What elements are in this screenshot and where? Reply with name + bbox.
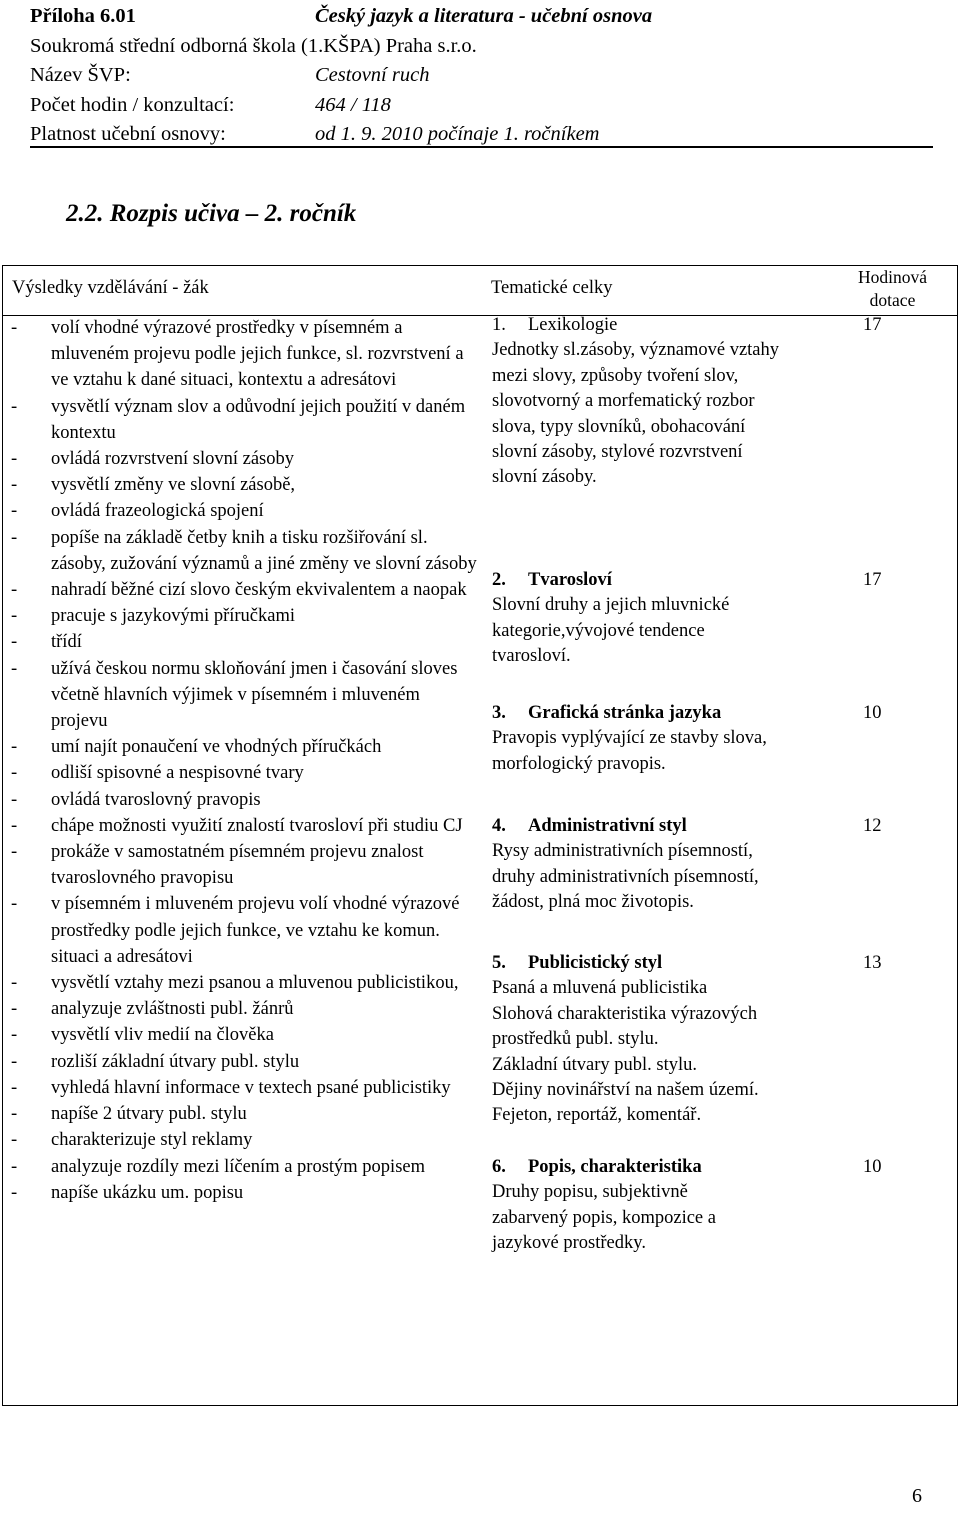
bullet-dash: - xyxy=(11,973,18,994)
topic-name: Lexikologie xyxy=(528,315,618,335)
outcome-text: ovládá frazeologická spojení xyxy=(51,501,264,522)
bullet-dash: - xyxy=(11,737,18,758)
outcome-item xyxy=(11,1154,481,1180)
topic-description: Rysy administrativních písemností, druhy administrativních písemností, žádost, plná moc životopis. xyxy=(492,841,759,913)
outcome-text: užívá českou normu skloňování jmen i časování sloves včetně hlavních výjimek v písemném i mluveném projevu xyxy=(51,658,458,732)
outcome-text: vysvětlí změny ve slovní zásobě, xyxy=(51,475,296,496)
bullet-dash: - xyxy=(11,527,18,548)
topic-description: Druhy popisu, subjektivně zabarvený popis, kompozice a jazykové prostředky. xyxy=(492,1182,716,1254)
header-divider xyxy=(30,146,933,148)
curriculum-table xyxy=(2,265,958,1406)
outcome-item xyxy=(11,1101,481,1127)
topic-block xyxy=(492,701,892,777)
outcome-item xyxy=(11,1180,481,1206)
outcome-text: chápe možnosti využití znalostí tvarosloví při studiu CJ xyxy=(51,815,463,836)
outcome-text: v písemném i mluveném projevu volí vhodné výrazové prostředky podle jejich funkce, ve vztahu ke komun. situaci a adresátovi xyxy=(51,894,460,967)
topic-name: Popis, charakteristika xyxy=(528,1157,702,1177)
topic-block xyxy=(492,951,892,1129)
bullet-dash: - xyxy=(11,815,18,836)
outcome-item xyxy=(11,1049,481,1075)
bullet-dash: - xyxy=(11,1182,18,1203)
bullet-dash: - xyxy=(11,1025,18,1046)
bullet-dash: - xyxy=(11,396,18,417)
topic-heading xyxy=(492,951,892,976)
page-number: 6 xyxy=(912,1485,922,1507)
topic-description: Jednotky sl.zásoby, významové vztahy mezi slovy, způsoby tvoření slov, slovotvorný a morfematický rozbor slova, typy slovníků, obohacování slovní zásoby, stylové rozvrstvení slovní zásoby. xyxy=(492,340,780,488)
outcome-text: analyzuje rozdíly mezi líčením a prostým popisem xyxy=(51,1156,426,1177)
bullet-dash: - xyxy=(11,1104,18,1125)
outcome-item xyxy=(11,498,481,524)
outcome-item xyxy=(11,446,481,472)
subject-title: Český jazyk a literatura - učební osnova xyxy=(315,5,653,27)
topic-name: Tvarosloví xyxy=(528,570,612,590)
topic-description: Slovní druhy a jejich mluvnické kategorie,vývojové tendence tvarosloví. xyxy=(492,595,730,667)
outcome-text: volí vhodné výrazové prostředky v písemném a mluveném projevu podle jejich funkce, sl. rozvrstvení a ve vztahu k dané situaci, kontextu a adresátovi xyxy=(51,318,464,391)
bullet-dash: - xyxy=(11,475,18,496)
section-subtitle: 2.2. Rozpis učiva – 2. ročník xyxy=(66,200,357,227)
topic-number: 6. xyxy=(492,1157,506,1177)
bullet-dash: - xyxy=(11,632,18,653)
topic-block xyxy=(492,1155,892,1257)
outcome-item xyxy=(11,970,481,996)
topic-hours: 17 xyxy=(863,315,882,335)
column-header-hours-line2: dotace xyxy=(869,290,916,310)
bullet-dash: - xyxy=(11,763,18,784)
topic-number: 1. xyxy=(492,315,506,335)
topic-description: Pravopis vyplývající ze stavby slova, morfologický pravopis. xyxy=(492,728,767,774)
outcome-item xyxy=(11,1127,481,1153)
bullet-dash: - xyxy=(11,658,18,679)
column-header-outcomes: Výsledky vzdělávání - žák xyxy=(12,278,209,298)
bullet-dash: - xyxy=(11,1156,18,1177)
topic-hours: 13 xyxy=(863,953,882,973)
outcome-text: prokáže v samostatném písemném projevu znalost tvaroslovného pravopisu xyxy=(51,842,424,889)
bullet-dash: - xyxy=(11,580,18,601)
topic-block xyxy=(492,313,892,491)
topic-number: 3. xyxy=(492,703,506,723)
bullet-dash: - xyxy=(11,1051,18,1072)
outcome-item xyxy=(11,656,481,735)
outcome-item xyxy=(11,394,481,446)
outcome-text: třídí xyxy=(51,632,82,653)
outcome-item xyxy=(11,629,481,655)
outcome-text: ovládá rozvrstvení slovní zásoby xyxy=(51,449,295,470)
outcomes-list xyxy=(11,315,481,1206)
outcome-item xyxy=(11,760,481,786)
bullet-dash: - xyxy=(11,789,18,810)
svp-value: Cestovní ruch xyxy=(315,64,430,86)
header-row-hours xyxy=(30,91,652,121)
outcome-text: popíše na základě četby knih a tisku rozšiřování sl. zásoby, zužování významů a jiné změny ve slovní zásoby xyxy=(51,527,477,574)
topic-hours: 10 xyxy=(863,703,882,723)
hours-label: Počet hodin / konzultací: xyxy=(30,93,235,116)
outcome-text: napíše 2 útvary publ. stylu xyxy=(51,1104,247,1125)
topic-name: Publicistický styl xyxy=(528,953,663,973)
topic-hours: 10 xyxy=(863,1157,882,1177)
bullet-dash: - xyxy=(11,318,18,338)
header-row-annex xyxy=(30,2,652,32)
bullet-dash: - xyxy=(11,894,18,915)
column-header-topics: Tematické celky xyxy=(491,278,613,298)
document-header xyxy=(30,2,652,150)
outcome-text: analyzuje zvláštnosti publ. žánrů xyxy=(51,999,294,1020)
header-row-svp xyxy=(30,61,652,91)
outcome-item xyxy=(11,839,481,891)
outcome-text: vyhledá hlavní informace v textech psané publicistiky xyxy=(51,1077,451,1098)
bullet-dash: - xyxy=(11,842,18,863)
header-row-school xyxy=(30,32,652,62)
svp-label: Název ŠVP: xyxy=(30,64,131,86)
topic-number: 4. xyxy=(492,816,506,836)
outcome-item xyxy=(11,891,481,970)
outcome-item xyxy=(11,472,481,498)
outcome-item xyxy=(11,315,481,394)
topic-heading xyxy=(492,1155,892,1180)
topic-name: Administrativní styl xyxy=(528,816,687,836)
outcome-text: umí najít ponaučení ve vhodných příručkách xyxy=(51,737,382,758)
topic-heading xyxy=(492,313,892,338)
annex-label: Příloha 6.01 xyxy=(30,5,136,27)
outcome-item xyxy=(11,734,481,760)
outcome-item xyxy=(11,787,481,813)
bullet-dash: - xyxy=(11,606,18,627)
column-header-hours xyxy=(858,266,927,312)
outcome-text: nahradí běžné cizí slovo českým ekvivalentem a naopak xyxy=(51,580,467,601)
outcome-text: napíše ukázku um. popisu xyxy=(51,1182,244,1203)
outcome-text: pracuje s jazykovými příručkami xyxy=(51,606,296,627)
topic-hours: 12 xyxy=(863,816,882,836)
topic-hours: 17 xyxy=(863,570,882,590)
topic-description: Psaná a mluvená publicistika Slohová charakteristika výrazových prostředků publ. stylu. Základní útvary publ. stylu. Dějiny novinářství na našem území. Fejeton, reportáž, komentář. xyxy=(492,978,759,1126)
outcome-text: vysvětlí vliv medií na člověka xyxy=(51,1025,274,1046)
validity-value: od 1. 9. 2010 počínaje 1. ročníkem xyxy=(315,123,600,145)
bullet-dash: - xyxy=(11,1130,18,1151)
topic-number: 5. xyxy=(492,953,506,973)
outcome-text: charakterizuje styl reklamy xyxy=(51,1130,253,1151)
topic-number: 2. xyxy=(492,570,506,590)
outcome-text: rozliší základní útvary publ. stylu xyxy=(51,1051,300,1072)
outcome-item xyxy=(11,525,481,577)
outcome-text: vysvětlí vztahy mezi psanou a mluvenou publicistikou, xyxy=(51,973,459,994)
topic-name: Grafická stránka jazyka xyxy=(528,703,722,723)
outcome-item xyxy=(11,603,481,629)
outcome-item xyxy=(11,813,481,839)
outcome-text: ovládá tvaroslovný pravopis xyxy=(51,789,261,810)
outcome-item xyxy=(11,1022,481,1048)
topic-heading xyxy=(492,814,892,839)
bullet-dash: - xyxy=(11,449,18,470)
bullet-dash: - xyxy=(11,999,18,1020)
bullet-dash: - xyxy=(11,1077,18,1098)
topic-heading xyxy=(492,701,892,726)
hours-value: 464 / 118 xyxy=(315,93,391,116)
bullet-dash: - xyxy=(11,501,18,522)
topic-block xyxy=(492,568,892,670)
topic-block xyxy=(492,814,892,916)
topic-heading xyxy=(492,568,892,593)
outcome-text: vysvětlí význam slov a odůvodní jejich použití v daném kontextu xyxy=(51,396,466,443)
outcome-text: odliší spisovné a nespisovné tvary xyxy=(51,763,304,784)
outcome-item xyxy=(11,996,481,1022)
outcome-item xyxy=(11,1075,481,1101)
outcome-item xyxy=(11,577,481,603)
school-name: Soukromá střední odborná škola (1.KŠPA) Praha s.r.o. xyxy=(30,34,477,57)
validity-label: Platnost učební osnovy: xyxy=(30,123,226,145)
column-header-hours-line1: Hodinová xyxy=(858,267,928,287)
